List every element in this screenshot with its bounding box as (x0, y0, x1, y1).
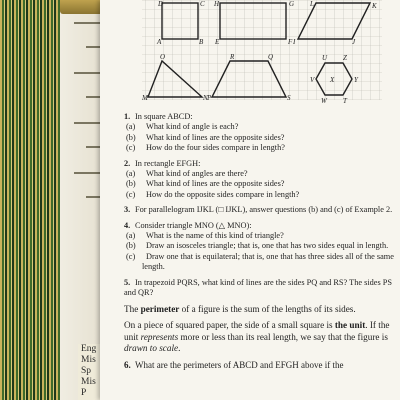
question-2: 2. In rectangle EFGH: (a) What kind of angles are there? (b) What kind of lines are the opposite sides? (c) How do the opposite sides compare in length? (124, 158, 300, 199)
figure-label: H (214, 0, 220, 8)
question-stem: Consider triangle MNO (△ MNO): (135, 220, 252, 230)
figure-label: J (352, 38, 356, 46)
figure-label: V (310, 76, 315, 84)
squared-paper-grid (142, 0, 382, 100)
figure-label: X (330, 76, 335, 84)
figure-label: Y (354, 76, 358, 84)
figure-label: W (321, 97, 327, 104)
figure-label: C (200, 0, 205, 8)
question-3: 3. For parallelogram IJKL (□ IJKL), answer questions (b) and (c) of Example 2. (124, 205, 393, 215)
spine-label: Mis (81, 355, 96, 365)
figure-label: R (230, 53, 235, 61)
perimeter-definition: The perimeter of a figure is the sum of the lengths of its sides. (124, 303, 356, 314)
figure-label: A (157, 38, 162, 46)
figure-label: S (287, 94, 291, 102)
question-4: 4. Consider triangle MNO (△ MNO): (a) What is the name of this kind of triangle? (b) Draw an isosceles triangle; that is, one that has two sides equal in length. (c) Draw one that is equilateral; that is, one that has three sides all of the same length. (124, 220, 394, 272)
figure-label: U (322, 54, 328, 62)
question-5: 5. In trapezoid PQRS, what kind of lines are the sides PQ and RS? The sides PS and QR? (124, 277, 393, 298)
ruler (60, 0, 102, 400)
question-1: 1. In square ABCD: (a) What kind of angle is each? (b) What kind of lines are the opposite sides? (c) How do the four sides compare in length? (124, 112, 285, 153)
figure-label: F (288, 38, 293, 46)
question-stem: For parallelogram IJKL (□ IJKL), answer questions (b) and (c) of Example 2. (135, 205, 393, 215)
book-spines-stripes (0, 0, 60, 400)
figure-label: T (343, 97, 347, 104)
figure-label: G (289, 0, 295, 8)
question-stem: In rectangle EFGH: (135, 158, 201, 168)
spine-label: P (81, 388, 87, 398)
figure-label: P (207, 94, 212, 102)
spine-label: Eng (81, 344, 97, 354)
exercise-text (124, 112, 396, 375)
figure-label: I (293, 38, 296, 46)
figure-label: E (215, 38, 220, 46)
figure-label: B (199, 38, 204, 46)
unit-paragraph: On a piece of squared paper, the side of a small square is the unit. If the unit represents more or less than its real length, we say that the figure is drawn to scale. (124, 320, 390, 353)
question-stem: In trapezoid PQRS, what kind of lines are the sides PQ and RS? The sides PS and QR? (124, 277, 393, 298)
figure-label: Z (343, 54, 347, 62)
figure-label: L (310, 0, 314, 8)
figure-label: K (372, 2, 377, 10)
spine-labels (78, 344, 102, 400)
spine-label: Mis (81, 377, 96, 387)
figure-label: D (158, 0, 164, 8)
figure-label: O (160, 53, 166, 61)
question-stem: In square ABCD: (135, 112, 193, 121)
spine-label: Sp (81, 366, 92, 376)
geometry-figures (100, 0, 400, 104)
figure-label: Q (268, 53, 274, 61)
textbook-page (100, 0, 400, 400)
figure-label: N (203, 94, 208, 102)
question-6: 6. What are the perimeters of ABCD and EFGH above if the (124, 359, 344, 370)
figure-label: M (142, 94, 148, 102)
